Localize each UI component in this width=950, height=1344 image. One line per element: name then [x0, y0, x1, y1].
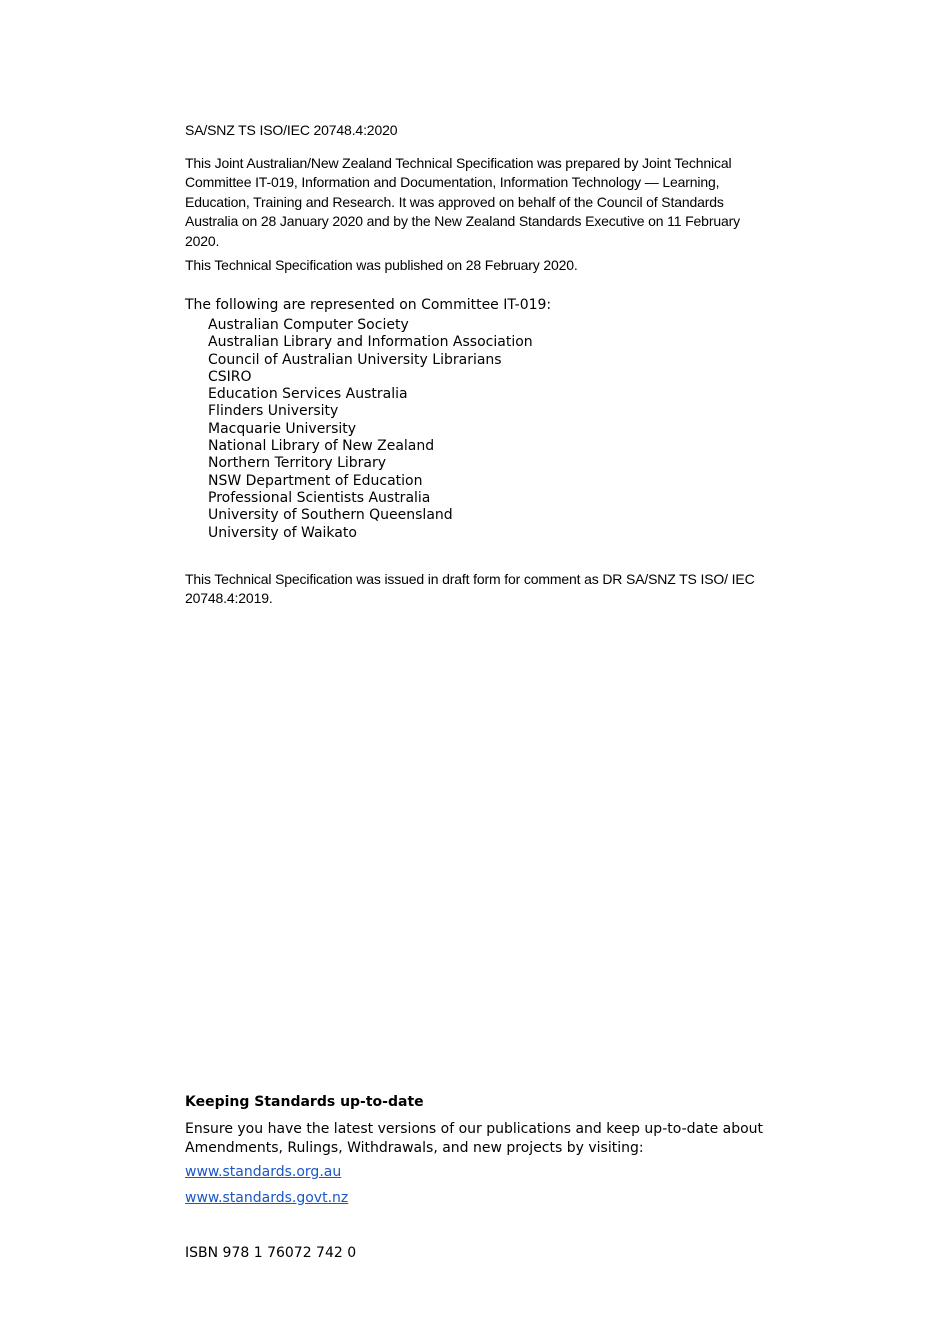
committee-member: Flinders University: [208, 403, 339, 420]
standards-new-zealand-link[interactable]: www.standards.govt.nz: [185, 1190, 349, 1206]
committee-member: Australian Library and Information Association: [208, 334, 533, 351]
committee-member: Professional Scientists Australia: [208, 489, 431, 506]
preparation-paragraph: This Joint Australian/New Zealand Technical Specification was prepared by Joint Technical Committee IT-019, Information and Documentation, Information Technology — Learning, Education, Training and Research. It was approved on behalf of the Council of Standards Australia on 28 January 2020 and by the New Zealand Standards Executive on 11 February 2020.: [185, 155, 740, 249]
committee-member: Northern Territory Library: [208, 455, 387, 472]
committee-member: Macquarie University: [208, 420, 357, 437]
keeping-up-to-date-paragraph: Ensure you have the latest versions of our publications and keep up-to-date about Amendments, Rulings, Withdrawals, and new projects by visiting:: [185, 1121, 764, 1157]
draft-paragraph: This Technical Specification was issued in draft form for comment as DR SA/SNZ TS ISO/ IEC 20748.4:2019.: [185, 571, 755, 607]
committee-member: Council of Australian University Librarians: [208, 351, 502, 368]
committee-intro: The following are represented on Committee IT-019:: [185, 297, 552, 313]
committee-member: National Library of New Zealand: [208, 438, 435, 455]
committee-member-list: [208, 317, 533, 542]
committee-member: Australian Computer Society: [208, 317, 409, 333]
isbn-number: ISBN 978 1 76072 742 0: [185, 1245, 357, 1261]
document-identifier: SA/SNZ TS ISO/IEC 20748.4:2020: [185, 122, 398, 138]
committee-member: University of Southern Queensland: [208, 507, 453, 524]
publication-paragraph: This Technical Specification was published on 28 February 2020.: [185, 257, 578, 273]
standards-australia-link[interactable]: www.standards.org.au: [185, 1164, 342, 1180]
committee-member: CSIRO: [208, 368, 252, 385]
keeping-up-to-date-heading: Keeping Standards up-to-date: [185, 1094, 424, 1110]
committee-member: Education Services Australia: [208, 386, 408, 403]
committee-member: NSW Department of Education: [208, 472, 423, 489]
committee-member: University of Waikato: [208, 524, 357, 541]
